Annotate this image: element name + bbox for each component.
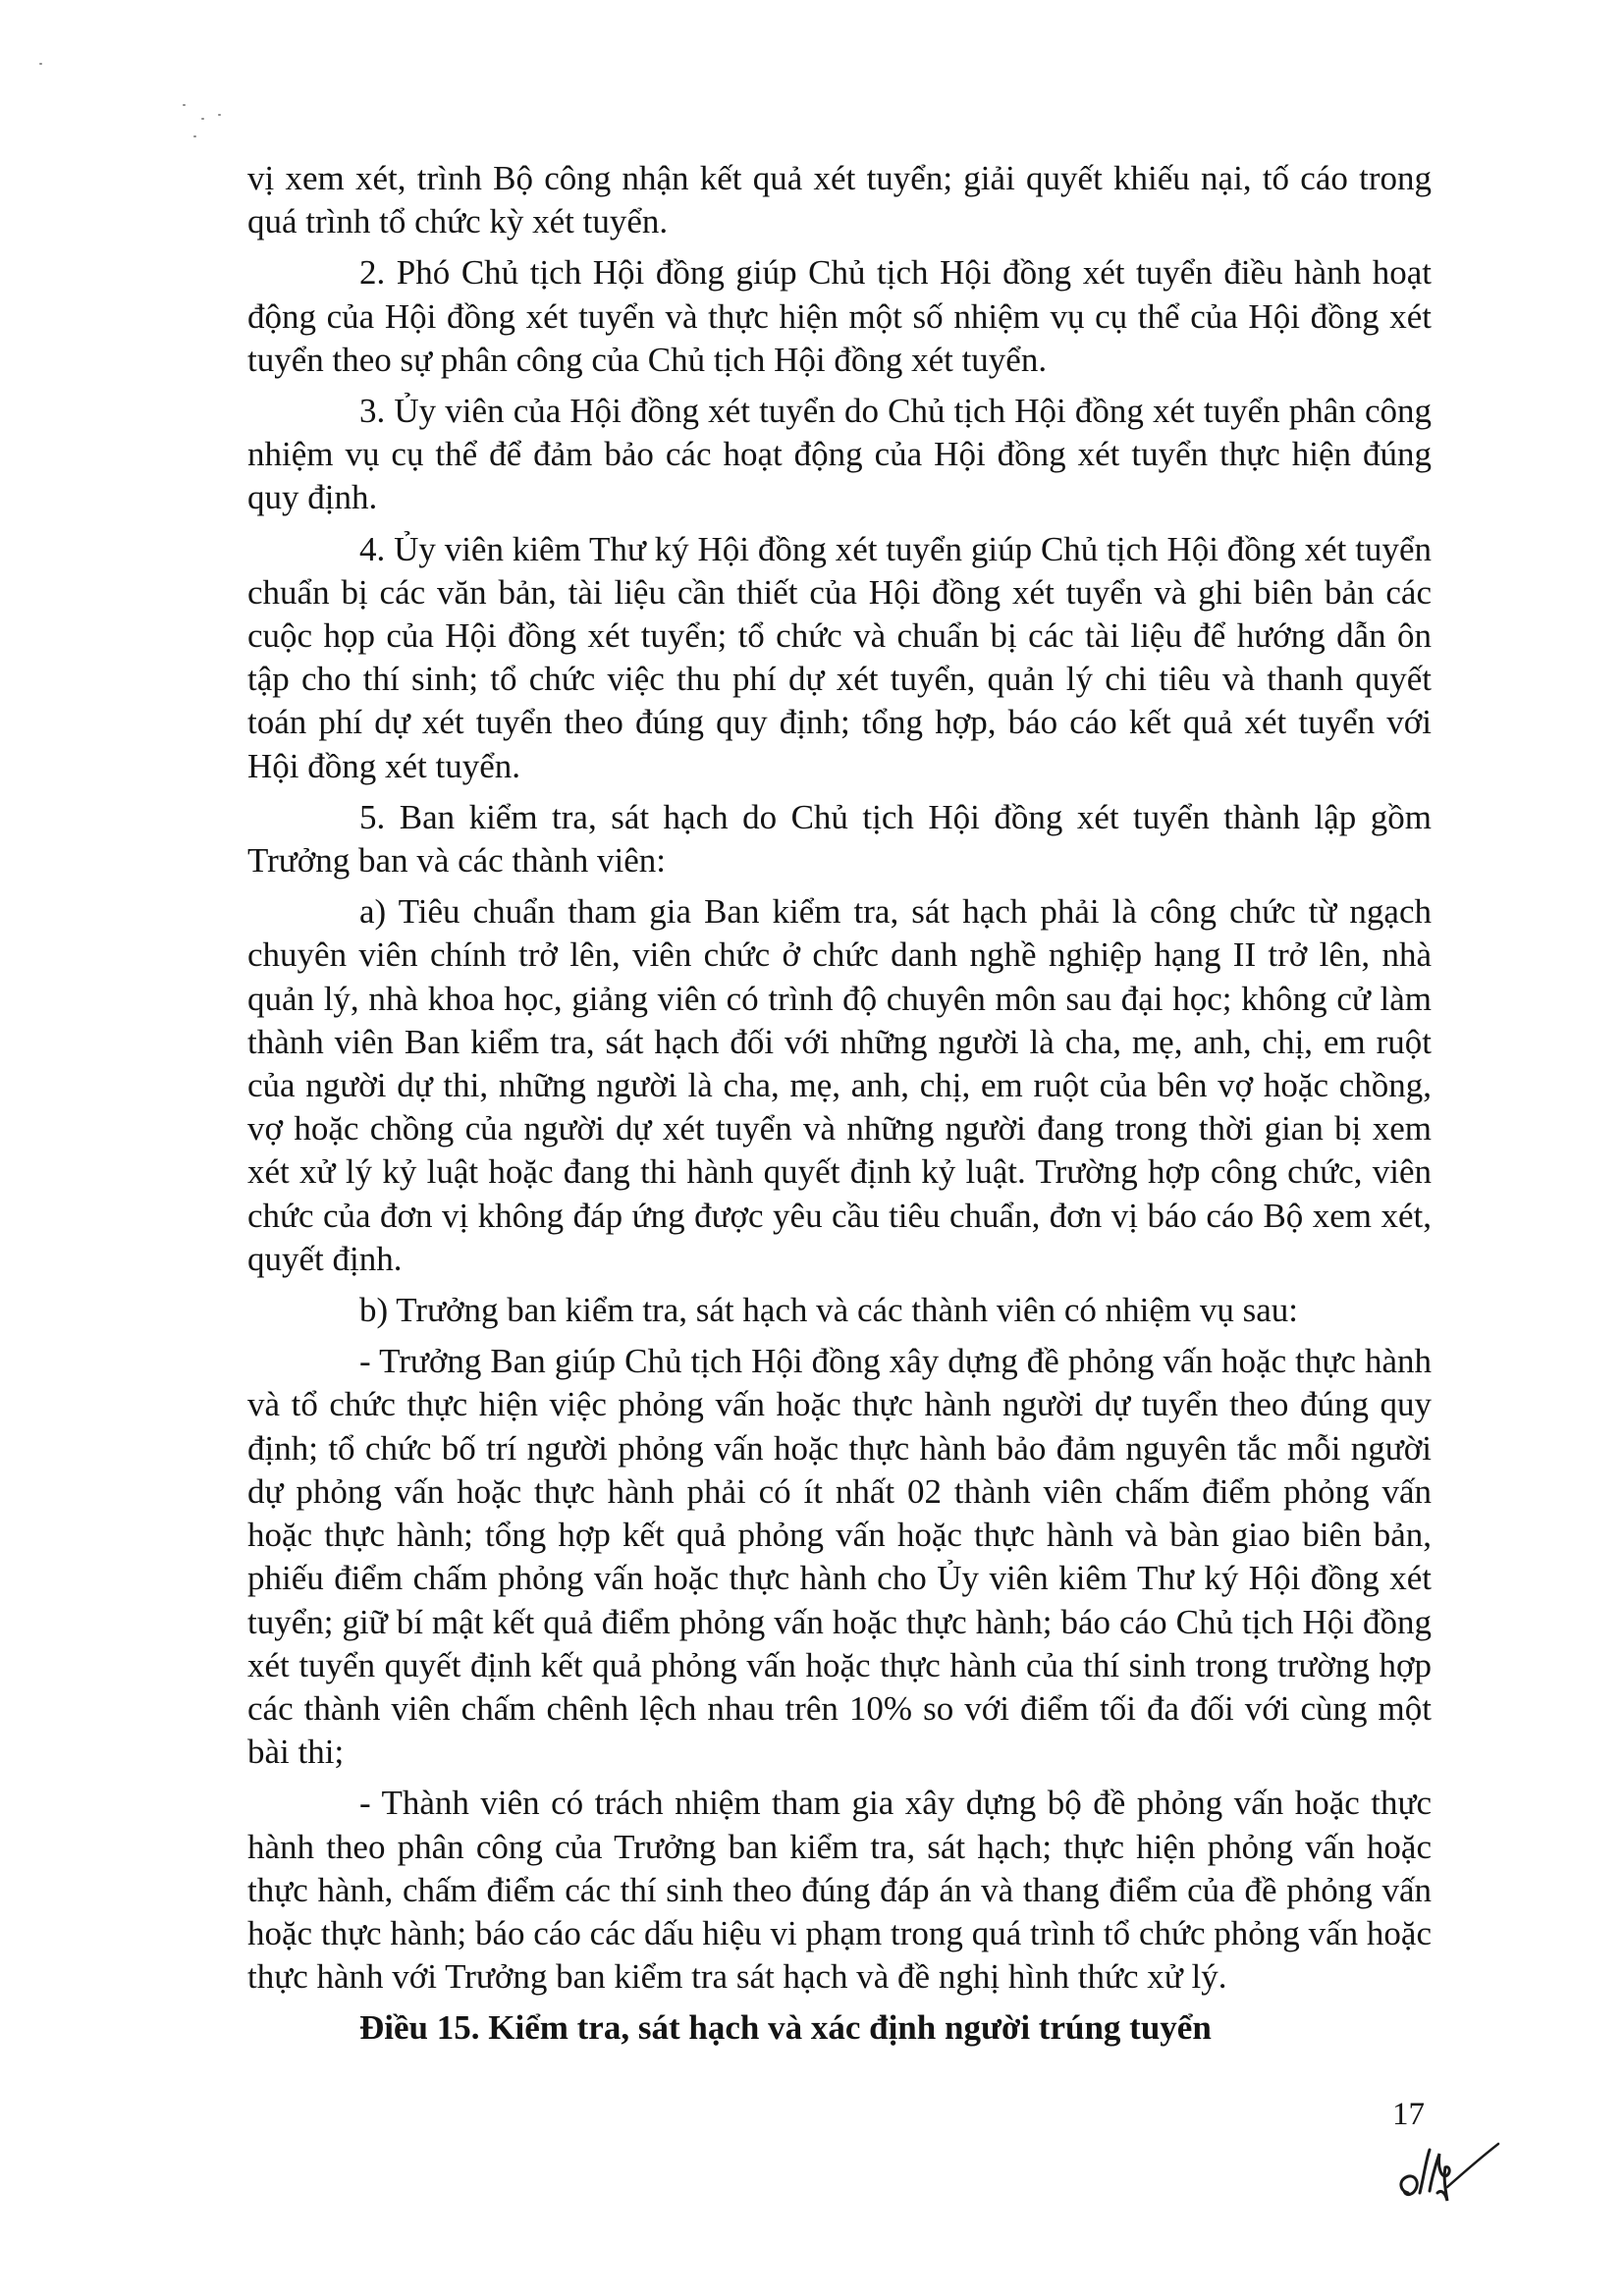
- scan-speck: [218, 114, 221, 116]
- scan-speck: [193, 135, 196, 137]
- scan-speck: [183, 104, 186, 106]
- paragraph-item-2: 2. Phó Chủ tịch Hội đồng giúp Chủ tịch Hội đồng xét tuyển điều hành hoạt động của Hội đồng xét tuyển và thực hiện một số nhiệm vụ cụ thể của Hội đồng xét tuyển theo sự phân công của Chủ tịch Hội đồng xét tuyển.: [247, 253, 1432, 379]
- signature-initials-icon: [1386, 2132, 1504, 2211]
- paragraph-item-5: 5. Ban kiểm tra, sát hạch do Chủ tịch Hội đồng xét tuyển thành lập gồm Trưởng ban và các thành viên:: [247, 797, 1432, 881]
- paragraph-item-5b: b) Trưởng ban kiểm tra, sát hạch và các thành viên có nhiệm vụ sau:: [359, 1291, 1298, 1330]
- scan-speck: [39, 63, 42, 65]
- page-number: 17: [1392, 2097, 1425, 2132]
- document-body: [247, 157, 1432, 2058]
- paragraph-continuation: vị xem xét, trình Bộ công nhận kết quả xét tuyển; giải quyết khiếu nại, tố cáo trong quá trình tổ chức kỳ xét tuyển.: [247, 159, 1432, 241]
- paragraph-head-duties: - Trưởng Ban giúp Chủ tịch Hội đồng xây dựng đề phỏng vấn hoặc thực hành và tổ chức thực hiện việc phỏng vấn hoặc thực hành người dự tuyển theo đúng quy định; tổ chức bố trí người phỏng vấn hoặc thực hành bảo đảm nguyên tắc mỗi người dự phỏng vấn hoặc thực hành phải có ít nhất 02 thành viên chấm điểm phỏng vấn hoặc thực hành; tổng hợp kết quả phỏng vấn hoặc thực hành và bàn giao biên bản, phiếu điểm chấm phỏng vấn hoặc thực hành cho Ủy viên kiêm Thư ký Hội đồng xét tuyển; giữ bí mật kết quả điểm phỏng vấn hoặc thực hành; báo cáo Chủ tịch Hội đồng xét tuyển quyết định kết quả phỏng vấn hoặc thực hành của thí sinh trong trường hợp các thành viên chấm chênh lệch nhau trên 10% so với điểm tối đa đối với cùng một bài thi;: [247, 1342, 1432, 1772]
- paragraph-item-5a: a) Tiêu chuẩn tham gia Ban kiểm tra, sát hạch phải là công chức từ ngạch chuyên viên chính trở lên, viên chức ở chức danh nghề nghiệp hạng II trở lên, nhà quản lý, nhà khoa học, giảng viên có trình độ chuyên môn sau đại học; không cử làm thành viên Ban kiểm tra, sát hạch đối với những người là cha, mẹ, anh, chị, em ruột của người dự thi, những người là cha, mẹ, anh, chị, em ruột của bên vợ hoặc chồng, vợ hoặc chồng của người dự xét tuyển và những người đang trong thời gian bị xem xét xử lý kỷ luật hoặc đang thi hành quyết định kỷ luật. Trường hợp công chức, viên chức của đơn vị không đáp ứng được yêu cầu tiêu chuẩn, đơn vị báo cáo Bộ xem xét, quyết định.: [247, 892, 1432, 1278]
- paragraph-item-4: 4. Ủy viên kiêm Thư ký Hội đồng xét tuyển giúp Chủ tịch Hội đồng xét tuyển chuẩn bị các văn bản, tài liệu cần thiết của Hội đồng xét tuyển và ghi biên bản các cuộc họp của Hội đồng xét tuyển; tổ chức và chuẩn bị các tài liệu để hướng dẫn ôn tập cho thí sinh; tổ chức việc thu phí dự xét tuyển, quản lý chi tiêu và thanh quyết toán phí dự xét tuyển theo đúng quy định; tổng hợp, báo cáo kết quả xét tuyển với Hội đồng xét tuyển.: [247, 529, 1432, 785]
- paragraph-item-3: 3. Ủy viên của Hội đồng xét tuyển do Chủ tịch Hội đồng xét tuyển phân công nhiệm vụ cụ thể để đảm bảo các hoạt động của Hội đồng xét tuyển thực hiện đúng quy định.: [247, 392, 1432, 517]
- paragraph-member-duties: - Thành viên có trách nhiệm tham gia xây dựng bộ đề phỏng vấn hoặc thực hành theo phân công của Trưởng ban kiểm tra, sát hạch; thực hiện phỏng vấn hoặc thực hành, chấm điểm các thí sinh theo đúng đáp án và thang điểm của đề phỏng vấn hoặc thực hành; báo cáo các dấu hiệu vi phạm trong quá trình tổ chức phỏng vấn hoặc thực hành với Trưởng ban kiểm tra sát hạch và đề nghị hình thức xử lý.: [247, 1784, 1432, 1997]
- scan-speck: [201, 118, 204, 120]
- article-heading: Điều 15. Kiểm tra, sát hạch và xác định người trúng tuyển: [359, 2008, 1212, 2048]
